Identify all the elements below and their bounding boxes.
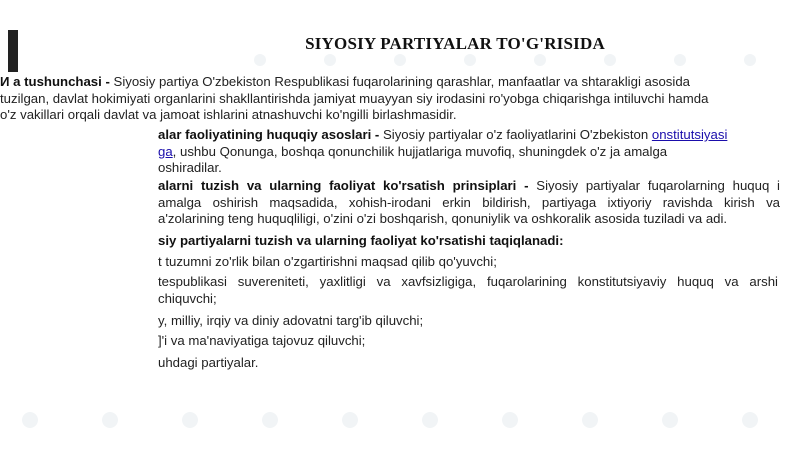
list-item-line1: tespublikasi suvereniteti, yaxlitligi va xavfsizligiga, fuqarolarining konstitutsiyaviy huquq va arshi bbox=[158, 274, 778, 289]
constitution-link-continued[interactable]: ga bbox=[158, 143, 173, 159]
list-item-line2: chiquvchi; bbox=[158, 290, 217, 306]
paragraph-legal-basis-text1: Siyosiy partiyalar o'z faoliyatlarini O'zbekiston bbox=[382, 127, 652, 142]
paragraph-legal-basis-text3: oshiradilar. bbox=[158, 160, 222, 175]
paragraph-principles-line2: amalga oshirish maqsadida, xohish-irodani erkin bildirish, partiyaga ixtiyoriy ravishda kirish va bbox=[158, 194, 780, 210]
paragraph-principles bbox=[158, 178, 780, 228]
paragraph-definition-line2: tuzilgan, davlat hokimiyati organlarini shakllantirishda jamiyat muayyan siy irodasini ro'yobga chiqarishga intiluvchi hamda bbox=[0, 90, 709, 106]
list-item: t tuzumni zo'rlik bilan o'zgartirishni maqsad qilib qo'yuvchi; bbox=[158, 254, 497, 269]
paragraph-definition bbox=[0, 74, 790, 124]
page-title: SIYOSIY PARTIYALAR TO'G'RISIDA bbox=[305, 34, 605, 53]
list-item: y, milliy, irqiy va diniy adovatni targ'ib qiluvchi; bbox=[158, 313, 424, 328]
paragraph-principles-line3: a'zolarining teng huquqliligi, o'zini o'zi boshqarish, qonuniylik va oshkoralik asosida tuziladi va adi. bbox=[158, 211, 728, 226]
paragraph-definition-heading: И a tushunchasi - bbox=[0, 74, 114, 89]
paragraph-legal-basis-text2: , ushbu Qonunga, boshqa qonunchilik hujjatlariga muvofiq, shuningdek o'z ja amalga bbox=[172, 143, 668, 159]
list-item: ]'i va ma'naviyatiga tajovuz qiluvchi; bbox=[158, 333, 366, 348]
paragraph-principles-line1: Siyosiy partiyalar fuqarolarning huquq i bbox=[536, 178, 780, 193]
paragraph-principles-heading: alarni tuzish va ularning faoliyat ko'rsatish prinsiplari - bbox=[158, 178, 537, 193]
list-item bbox=[158, 274, 778, 307]
paragraph-legal-basis bbox=[158, 127, 778, 177]
paragraph-legal-basis-heading: alar faoliyatining huquqiy asoslari - bbox=[158, 127, 383, 142]
paragraph-prohibited-heading: siy partiyalarni tuzish va ularning faoliyat ko'rsatishi taqiqlanadi: bbox=[158, 233, 564, 248]
paragraph-definition-line3: o'z vakillari orqali davlat va jamoat ishlarini atnashuvchi ko'ngilli birlashmasidir. bbox=[0, 107, 457, 122]
list-item: uhdagi partiyalar. bbox=[158, 355, 259, 370]
constitution-link[interactable]: onstitutsiyasi bbox=[651, 127, 728, 142]
paragraph-prohibited bbox=[158, 233, 778, 250]
paragraph-definition-line1: Siyosiy partiya O'zbekiston Respublikasi fuqarolarining qarashlar, manfaatlar va shtarakligi asosida bbox=[113, 74, 690, 89]
